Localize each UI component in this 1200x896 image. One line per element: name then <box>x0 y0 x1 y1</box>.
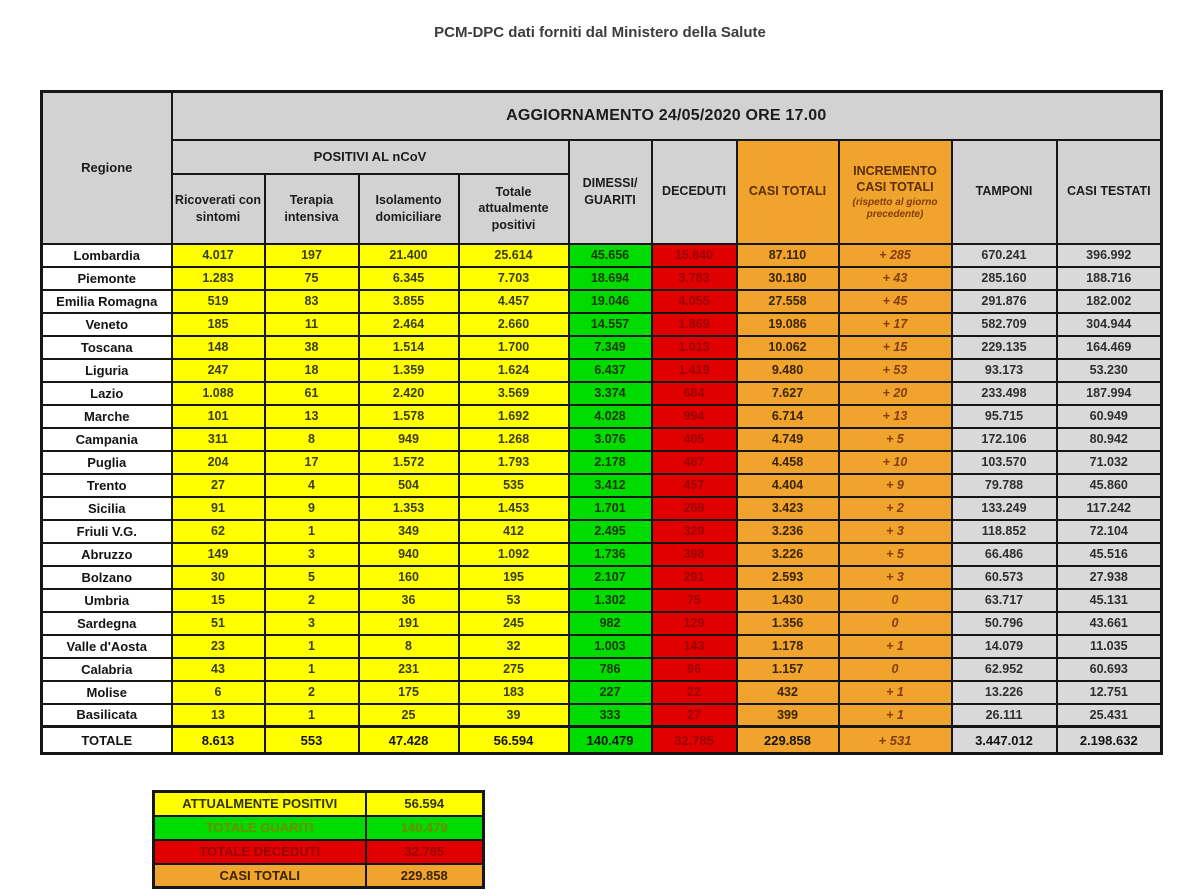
cell-totale-positivi: 195 <box>459 566 569 589</box>
region-name: Emilia Romagna <box>42 290 172 313</box>
cell-ricoverati: 27 <box>172 474 265 497</box>
cell-incremento: 0 <box>839 658 952 681</box>
cell-ricoverati: 8.613 <box>172 727 265 754</box>
region-name: Bolzano <box>42 566 172 589</box>
region-row <box>42 704 1162 727</box>
cell-dimessi-guariti: 227 <box>569 681 652 704</box>
cell-dimessi-guariti: 4.028 <box>569 405 652 428</box>
region-row <box>42 566 1162 589</box>
cell-totale-positivi: 32 <box>459 635 569 658</box>
cell-tamponi: 62.952 <box>952 658 1057 681</box>
cell-casi-totali: 9.480 <box>737 359 839 382</box>
region-row <box>42 359 1162 382</box>
cell-dimessi-guariti: 18.694 <box>569 267 652 290</box>
legend-value: 229.858 <box>366 864 484 888</box>
cell-casi-testati: 187.994 <box>1057 382 1162 405</box>
cell-deceduti: 129 <box>652 612 737 635</box>
cell-tamponi: 66.486 <box>952 543 1057 566</box>
cell-isolamento: 504 <box>359 474 459 497</box>
cell-incremento: + 43 <box>839 267 952 290</box>
cell-ricoverati: 204 <box>172 451 265 474</box>
cell-dimessi-guariti: 1.701 <box>569 497 652 520</box>
cell-casi-testati: 27.938 <box>1057 566 1162 589</box>
region-name: Liguria <box>42 359 172 382</box>
cell-totale-positivi: 1.268 <box>459 428 569 451</box>
cell-dimessi-guariti: 3.076 <box>569 428 652 451</box>
cell-terapia-intensiva: 2 <box>265 589 359 612</box>
cell-deceduti: 457 <box>652 474 737 497</box>
cell-dimessi-guariti: 2.178 <box>569 451 652 474</box>
cell-incremento: + 285 <box>839 244 952 267</box>
cell-terapia-intensiva: 5 <box>265 566 359 589</box>
cell-terapia-intensiva: 11 <box>265 313 359 336</box>
cell-casi-totali: 4.749 <box>737 428 839 451</box>
legend-row-totale-guariti <box>154 816 484 840</box>
cell-incremento: + 5 <box>839 428 952 451</box>
cell-incremento: + 531 <box>839 727 952 754</box>
region-row <box>42 244 1162 267</box>
cell-deceduti: 143 <box>652 635 737 658</box>
region-name: Sicilia <box>42 497 172 520</box>
cell-dimessi-guariti: 3.412 <box>569 474 652 497</box>
cell-ricoverati: 148 <box>172 336 265 359</box>
cell-tamponi: 95.715 <box>952 405 1057 428</box>
cell-tamponi: 63.717 <box>952 589 1057 612</box>
cell-ricoverati: 6 <box>172 681 265 704</box>
cell-terapia-intensiva: 2 <box>265 681 359 704</box>
region-row <box>42 543 1162 566</box>
column-header-terapia-intensiva: Terapia intensiva <box>265 174 359 244</box>
total-label: TOTALE <box>42 727 172 754</box>
cell-incremento: + 1 <box>839 635 952 658</box>
cell-incremento: 0 <box>839 612 952 635</box>
cell-dimessi-guariti: 982 <box>569 612 652 635</box>
cell-isolamento: 8 <box>359 635 459 658</box>
cell-terapia-intensiva: 3 <box>265 543 359 566</box>
cell-terapia-intensiva: 4 <box>265 474 359 497</box>
legend-row-casi-totali <box>154 864 484 888</box>
cell-tamponi: 118.852 <box>952 520 1057 543</box>
cell-casi-totali: 4.404 <box>737 474 839 497</box>
cell-deceduti: 398 <box>652 543 737 566</box>
column-header-tamponi: TAMPONI <box>952 140 1057 244</box>
region-name: Veneto <box>42 313 172 336</box>
cell-casi-testati: 80.942 <box>1057 428 1162 451</box>
cell-casi-totali: 3.423 <box>737 497 839 520</box>
cell-terapia-intensiva: 3 <box>265 612 359 635</box>
column-header-casi-totali: CASI TOTALI <box>737 140 839 244</box>
cell-terapia-intensiva: 13 <box>265 405 359 428</box>
cell-deceduti: 291 <box>652 566 737 589</box>
region-row <box>42 612 1162 635</box>
region-name: Campania <box>42 428 172 451</box>
cell-dimessi-guariti: 14.557 <box>569 313 652 336</box>
cell-deceduti: 15.840 <box>652 244 737 267</box>
cell-tamponi: 50.796 <box>952 612 1057 635</box>
cell-isolamento: 1.353 <box>359 497 459 520</box>
column-header-ricoverati: Ricoverati con sintomi <box>172 174 265 244</box>
cell-casi-totali: 229.858 <box>737 727 839 754</box>
cell-casi-totali: 1.178 <box>737 635 839 658</box>
cell-incremento: 0 <box>839 589 952 612</box>
cell-isolamento: 2.420 <box>359 382 459 405</box>
cell-ricoverati: 30 <box>172 566 265 589</box>
cell-isolamento: 175 <box>359 681 459 704</box>
cell-casi-totali: 27.558 <box>737 290 839 313</box>
cell-isolamento: 3.855 <box>359 290 459 313</box>
cell-casi-testati: 72.104 <box>1057 520 1162 543</box>
cell-deceduti: 1.013 <box>652 336 737 359</box>
cell-deceduti: 1.419 <box>652 359 737 382</box>
cell-totale-positivi: 4.457 <box>459 290 569 313</box>
column-group-positivi: POSITIVI AL nCoV <box>172 140 569 174</box>
region-row <box>42 382 1162 405</box>
legend-row-totale-deceduti <box>154 840 484 864</box>
cell-isolamento: 1.359 <box>359 359 459 382</box>
cell-dimessi-guariti: 1.736 <box>569 543 652 566</box>
cell-terapia-intensiva: 18 <box>265 359 359 382</box>
cell-ricoverati: 15 <box>172 589 265 612</box>
column-header-casi-testati: CASI TESTATI <box>1057 140 1162 244</box>
region-name: Lombardia <box>42 244 172 267</box>
cell-ricoverati: 91 <box>172 497 265 520</box>
cell-incremento: + 9 <box>839 474 952 497</box>
column-header-incremento <box>839 140 952 244</box>
cell-deceduti: 4.055 <box>652 290 737 313</box>
cell-casi-totali: 7.627 <box>737 382 839 405</box>
region-name: Valle d'Aosta <box>42 635 172 658</box>
cell-casi-totali: 10.062 <box>737 336 839 359</box>
cell-incremento: + 2 <box>839 497 952 520</box>
cell-isolamento: 191 <box>359 612 459 635</box>
cell-terapia-intensiva: 553 <box>265 727 359 754</box>
legend-label: TOTALE GUARITI <box>154 816 366 840</box>
cell-tamponi: 133.249 <box>952 497 1057 520</box>
region-name: Puglia <box>42 451 172 474</box>
column-header-deceduti: DECEDUTI <box>652 140 737 244</box>
legend-value: 32.785 <box>366 840 484 864</box>
cell-tamponi: 291.876 <box>952 290 1057 313</box>
cell-tamponi: 60.573 <box>952 566 1057 589</box>
cell-casi-testati: 45.131 <box>1057 589 1162 612</box>
region-name: Umbria <box>42 589 172 612</box>
cell-totale-positivi: 1.453 <box>459 497 569 520</box>
region-name: Piemonte <box>42 267 172 290</box>
cell-casi-testati: 182.002 <box>1057 290 1162 313</box>
cell-isolamento: 6.345 <box>359 267 459 290</box>
region-row <box>42 658 1162 681</box>
cell-isolamento: 47.428 <box>359 727 459 754</box>
cell-totale-positivi: 1.700 <box>459 336 569 359</box>
cell-totale-positivi: 1.624 <box>459 359 569 382</box>
cell-casi-totali: 3.236 <box>737 520 839 543</box>
cell-totale-positivi: 7.703 <box>459 267 569 290</box>
cell-casi-testati: 12.751 <box>1057 681 1162 704</box>
region-row <box>42 451 1162 474</box>
cell-casi-testati: 60.693 <box>1057 658 1162 681</box>
total-row <box>42 727 1162 754</box>
region-row <box>42 313 1162 336</box>
cell-totale-positivi: 2.660 <box>459 313 569 336</box>
cell-totale-positivi: 412 <box>459 520 569 543</box>
cell-ricoverati: 4.017 <box>172 244 265 267</box>
cell-casi-totali: 399 <box>737 704 839 727</box>
region-row <box>42 405 1162 428</box>
cell-totale-positivi: 275 <box>459 658 569 681</box>
cell-tamponi: 103.570 <box>952 451 1057 474</box>
cell-dimessi-guariti: 2.495 <box>569 520 652 543</box>
cell-deceduti: 96 <box>652 658 737 681</box>
cell-totale-positivi: 183 <box>459 681 569 704</box>
cell-ricoverati: 1.283 <box>172 267 265 290</box>
cell-casi-totali: 1.430 <box>737 589 839 612</box>
cell-totale-positivi: 3.569 <box>459 382 569 405</box>
column-header-dimessi-guariti: DIMESSI/ GUARITI <box>569 140 652 244</box>
cell-tamponi: 233.498 <box>952 382 1057 405</box>
cell-incremento: + 1 <box>839 681 952 704</box>
region-row <box>42 589 1162 612</box>
cell-dimessi-guariti: 140.479 <box>569 727 652 754</box>
cell-casi-testati: 304.944 <box>1057 313 1162 336</box>
cell-incremento: + 20 <box>839 382 952 405</box>
cell-tamponi: 13.226 <box>952 681 1057 704</box>
legend-label: ATTUALMENTE POSITIVI <box>154 792 366 816</box>
cell-isolamento: 949 <box>359 428 459 451</box>
cell-dimessi-guariti: 333 <box>569 704 652 727</box>
cell-casi-testati: 45.860 <box>1057 474 1162 497</box>
cell-tamponi: 285.160 <box>952 267 1057 290</box>
cell-incremento: + 3 <box>839 566 952 589</box>
cell-isolamento: 231 <box>359 658 459 681</box>
cell-casi-totali: 30.180 <box>737 267 839 290</box>
cell-terapia-intensiva: 8 <box>265 428 359 451</box>
cell-deceduti: 487 <box>652 451 737 474</box>
cell-casi-testati: 188.716 <box>1057 267 1162 290</box>
cell-incremento: + 1 <box>839 704 952 727</box>
legend-value: 140.479 <box>366 816 484 840</box>
cell-ricoverati: 311 <box>172 428 265 451</box>
cell-incremento: + 53 <box>839 359 952 382</box>
cell-tamponi: 14.079 <box>952 635 1057 658</box>
cell-totale-positivi: 245 <box>459 612 569 635</box>
cell-isolamento: 21.400 <box>359 244 459 267</box>
cell-deceduti: 32.785 <box>652 727 737 754</box>
cell-totale-positivi: 1.092 <box>459 543 569 566</box>
cell-ricoverati: 23 <box>172 635 265 658</box>
cell-terapia-intensiva: 83 <box>265 290 359 313</box>
incremento-note: (rispetto al giorno precedente) <box>852 197 938 220</box>
covid-regional-table <box>40 90 1163 755</box>
cell-dimessi-guariti: 3.374 <box>569 382 652 405</box>
region-name: Toscana <box>42 336 172 359</box>
cell-deceduti: 329 <box>652 520 737 543</box>
legend-row-attualmente-positivi <box>154 792 484 816</box>
cell-casi-totali: 1.157 <box>737 658 839 681</box>
cell-ricoverati: 1.088 <box>172 382 265 405</box>
region-row <box>42 635 1162 658</box>
cell-terapia-intensiva: 9 <box>265 497 359 520</box>
column-header-isolamento: Isolamento domiciliare <box>359 174 459 244</box>
cell-incremento: + 15 <box>839 336 952 359</box>
cell-ricoverati: 101 <box>172 405 265 428</box>
legend-label: TOTALE DECEDUTI <box>154 840 366 864</box>
cell-deceduti: 269 <box>652 497 737 520</box>
cell-isolamento: 25 <box>359 704 459 727</box>
cell-deceduti: 1.869 <box>652 313 737 336</box>
cell-dimessi-guariti: 1.003 <box>569 635 652 658</box>
cell-ricoverati: 43 <box>172 658 265 681</box>
cell-tamponi: 172.106 <box>952 428 1057 451</box>
cell-tamponi: 26.111 <box>952 704 1057 727</box>
cell-dimessi-guariti: 45.656 <box>569 244 652 267</box>
cell-casi-testati: 53.230 <box>1057 359 1162 382</box>
cell-incremento: + 45 <box>839 290 952 313</box>
cell-ricoverati: 13 <box>172 704 265 727</box>
cell-deceduti: 405 <box>652 428 737 451</box>
incremento-label: INCREMENTO CASI TOTALI <box>853 163 937 194</box>
cell-isolamento: 1.514 <box>359 336 459 359</box>
cell-tamponi: 93.173 <box>952 359 1057 382</box>
cell-terapia-intensiva: 197 <box>265 244 359 267</box>
summary-legend <box>152 790 485 889</box>
update-banner: AGGIORNAMENTO 24/05/2020 ORE 17.00 <box>172 92 1162 140</box>
region-row <box>42 497 1162 520</box>
cell-tamponi: 582.709 <box>952 313 1057 336</box>
cell-totale-positivi: 39 <box>459 704 569 727</box>
cell-dimessi-guariti: 7.349 <box>569 336 652 359</box>
region-name: Trento <box>42 474 172 497</box>
cell-deceduti: 684 <box>652 382 737 405</box>
cell-casi-testati: 25.431 <box>1057 704 1162 727</box>
cell-totale-positivi: 1.692 <box>459 405 569 428</box>
cell-ricoverati: 149 <box>172 543 265 566</box>
cell-isolamento: 940 <box>359 543 459 566</box>
region-name: Basilicata <box>42 704 172 727</box>
cell-terapia-intensiva: 61 <box>265 382 359 405</box>
cell-deceduti: 75 <box>652 589 737 612</box>
cell-terapia-intensiva: 17 <box>265 451 359 474</box>
cell-totale-positivi: 535 <box>459 474 569 497</box>
cell-dimessi-guariti: 6.437 <box>569 359 652 382</box>
cell-casi-testati: 2.198.632 <box>1057 727 1162 754</box>
legend-value: 56.594 <box>366 792 484 816</box>
cell-terapia-intensiva: 1 <box>265 658 359 681</box>
cell-dimessi-guariti: 1.302 <box>569 589 652 612</box>
cell-casi-totali: 4.458 <box>737 451 839 474</box>
cell-casi-totali: 1.356 <box>737 612 839 635</box>
cell-dimessi-guariti: 19.046 <box>569 290 652 313</box>
cell-ricoverati: 51 <box>172 612 265 635</box>
cell-deceduti: 27 <box>652 704 737 727</box>
column-header-totale-positivi: Totale attualmente positivi <box>459 174 569 244</box>
cell-dimessi-guariti: 2.107 <box>569 566 652 589</box>
cell-casi-totali: 432 <box>737 681 839 704</box>
cell-casi-testati: 60.949 <box>1057 405 1162 428</box>
region-name: Marche <box>42 405 172 428</box>
cell-deceduti: 994 <box>652 405 737 428</box>
region-row <box>42 681 1162 704</box>
region-name: Molise <box>42 681 172 704</box>
region-row <box>42 267 1162 290</box>
cell-incremento: + 13 <box>839 405 952 428</box>
region-name: Abruzzo <box>42 543 172 566</box>
cell-dimessi-guariti: 786 <box>569 658 652 681</box>
cell-tamponi: 3.447.012 <box>952 727 1057 754</box>
cell-deceduti: 22 <box>652 681 737 704</box>
cell-totale-positivi: 56.594 <box>459 727 569 754</box>
cell-casi-testati: 11.035 <box>1057 635 1162 658</box>
cell-casi-testati: 164.469 <box>1057 336 1162 359</box>
cell-isolamento: 36 <box>359 589 459 612</box>
cell-terapia-intensiva: 75 <box>265 267 359 290</box>
cell-casi-totali: 87.110 <box>737 244 839 267</box>
cell-incremento: + 17 <box>839 313 952 336</box>
region-name: Lazio <box>42 382 172 405</box>
legend-label: CASI TOTALI <box>154 864 366 888</box>
cell-isolamento: 1.572 <box>359 451 459 474</box>
cell-tamponi: 670.241 <box>952 244 1057 267</box>
cell-casi-totali: 3.226 <box>737 543 839 566</box>
cell-tamponi: 79.788 <box>952 474 1057 497</box>
page-title: PCM-DPC dati forniti dal Ministero della Salute <box>434 24 766 41</box>
cell-casi-totali: 2.593 <box>737 566 839 589</box>
cell-ricoverati: 185 <box>172 313 265 336</box>
cell-ricoverati: 519 <box>172 290 265 313</box>
cell-incremento: + 5 <box>839 543 952 566</box>
cell-isolamento: 349 <box>359 520 459 543</box>
cell-isolamento: 160 <box>359 566 459 589</box>
cell-ricoverati: 247 <box>172 359 265 382</box>
region-row <box>42 474 1162 497</box>
cell-totale-positivi: 1.793 <box>459 451 569 474</box>
cell-casi-testati: 43.661 <box>1057 612 1162 635</box>
cell-tamponi: 229.135 <box>952 336 1057 359</box>
cell-totale-positivi: 53 <box>459 589 569 612</box>
region-row <box>42 336 1162 359</box>
cell-terapia-intensiva: 38 <box>265 336 359 359</box>
cell-incremento: + 10 <box>839 451 952 474</box>
cell-casi-totali: 19.086 <box>737 313 839 336</box>
cell-ricoverati: 62 <box>172 520 265 543</box>
cell-casi-testati: 45.516 <box>1057 543 1162 566</box>
table-body <box>42 244 1162 754</box>
cell-isolamento: 2.464 <box>359 313 459 336</box>
cell-incremento: + 3 <box>839 520 952 543</box>
cell-casi-testati: 117.242 <box>1057 497 1162 520</box>
region-name: Calabria <box>42 658 172 681</box>
cell-terapia-intensiva: 1 <box>265 520 359 543</box>
region-row <box>42 520 1162 543</box>
region-name: Friuli V.G. <box>42 520 172 543</box>
cell-casi-totali: 6.714 <box>737 405 839 428</box>
cell-casi-testati: 396.992 <box>1057 244 1162 267</box>
region-row <box>42 428 1162 451</box>
region-row <box>42 290 1162 313</box>
cell-deceduti: 3.783 <box>652 267 737 290</box>
column-header-regione: Regione <box>42 92 172 244</box>
cell-isolamento: 1.578 <box>359 405 459 428</box>
cell-totale-positivi: 25.614 <box>459 244 569 267</box>
cell-terapia-intensiva: 1 <box>265 635 359 658</box>
cell-casi-testati: 71.032 <box>1057 451 1162 474</box>
cell-terapia-intensiva: 1 <box>265 704 359 727</box>
region-name: Sardegna <box>42 612 172 635</box>
